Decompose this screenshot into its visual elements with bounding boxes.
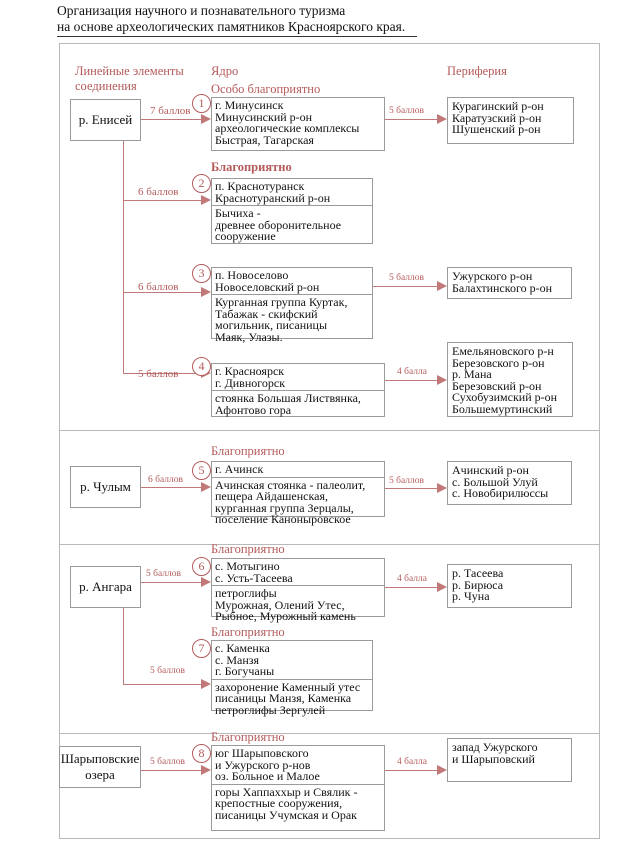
route-1-arrow-in-head — [201, 114, 211, 124]
yenisei-trunk-line — [123, 141, 124, 373]
route-1-arrow-out-line — [385, 119, 438, 120]
route-4-score-in: 5 баллов — [138, 368, 179, 380]
route-3-periphery: Ужурского р-он Балахтинского р-он — [447, 267, 572, 299]
route-3-core-box — [211, 267, 373, 344]
route-7-score-in: 5 баллов — [150, 666, 185, 676]
route-6-number: 6 — [192, 557, 211, 576]
route-7-arrow-in-head — [201, 679, 211, 689]
route-4-score-out: 4 балла — [397, 367, 427, 377]
route-2-arrow-in-head — [201, 195, 211, 205]
title-underline — [57, 36, 417, 37]
route-3-number: 3 — [192, 264, 211, 283]
route-7-rating: Благоприятно — [211, 625, 285, 639]
route-4-arrow-out-head — [437, 375, 447, 385]
route-3-arrow-in-head — [201, 287, 211, 297]
route-5-core-box — [211, 461, 385, 526]
angara-trunk-line — [123, 608, 124, 684]
linear-sharypovo: Шарыповские озера — [59, 746, 141, 788]
route-4-sites: стоянка Большая Листвянка, Афонтово гора — [212, 390, 384, 417]
route-6-arrow-out-head — [437, 582, 447, 592]
route-5-number: 5 — [192, 461, 211, 480]
route-6-rating: Благоприятно — [211, 542, 285, 556]
route-6-sites: петроглифы Мурожная, Олений Утес, Рыбное, Мурожный камень — [212, 585, 384, 624]
route-5-arrow-in-line — [141, 487, 201, 488]
route-3-place: п. Новоселово Новоселовский р-он — [215, 268, 320, 294]
route-3-sites: Курганная группа Куртак, Табажак - скифский могильник, писаницы Маяк, Улазы. — [212, 294, 372, 344]
route-8-score-in: 5 баллов — [150, 757, 185, 767]
route-6-score-out: 4 балла — [397, 574, 427, 584]
route-6-place: с. Мотыгино с. Усть-Тасеева — [215, 559, 293, 585]
route-7-core-box — [211, 640, 373, 717]
route-6-arrow-out-line — [385, 587, 438, 588]
route-2-arrow-in-line — [123, 200, 201, 201]
route-5-arrow-out-line — [385, 488, 438, 489]
route-6-arrow-in-line — [141, 582, 201, 583]
route-8-arrow-in-head — [201, 765, 211, 775]
route-8-sites: горы Хаппаххыр и Свялик - крепостные сооружения, писаницы Учумская и Орак — [212, 784, 384, 823]
route-7-place: с. Каменка с. Манзя г. Богучаны — [215, 641, 275, 678]
linear-yenisei: р. Енисей — [70, 99, 141, 141]
route-8-score-out: 4 балла — [397, 757, 427, 767]
route-4-periphery: Емельяновского р-н Березовского р-он р. Мана Березовский р-он Сухобузимский р-он Большемуртинский — [447, 342, 573, 417]
route-8-core-box — [211, 745, 385, 831]
route-4-arrow-out-line — [385, 380, 438, 381]
route-2-sites: Бычиха - древнее оборонительное сооружение — [212, 205, 372, 244]
route-5-arrow-in-head — [201, 482, 211, 492]
route-7-number: 7 — [192, 639, 211, 658]
route-1-score-out: 5 баллов — [389, 106, 424, 116]
route-1-number: 1 — [192, 94, 211, 113]
route-4-number: 4 — [192, 357, 211, 376]
route-2-number: 2 — [192, 174, 211, 193]
route-1-rating: Особо благоприятно — [211, 82, 321, 96]
route-3-arrow-out-head — [437, 281, 447, 291]
route-5-place: г. Ачинск — [215, 462, 264, 476]
route-8-arrow-out-line — [385, 770, 438, 771]
route-4-place: г. Красноярск г. Дивногорск — [215, 364, 286, 390]
route-2-rating: Благоприятно — [211, 160, 292, 174]
title-line-2: на основе археологических памятников Красноярского края. — [57, 19, 406, 34]
route-5-rating: Благоприятно — [211, 444, 285, 458]
route-1-core-box — [211, 97, 385, 151]
route-6-score-in: 5 баллов — [146, 569, 181, 579]
linear-chulym: р. Чулым — [70, 466, 141, 508]
route-1-score-in: 7 баллов — [150, 105, 191, 117]
route-5-arrow-out-head — [437, 483, 447, 493]
route-5-periphery: Ачинский р-он с. Большой Улуй с. Новобирилюссы — [447, 461, 572, 505]
route-4-core-box — [211, 363, 385, 417]
route-5-score-out: 5 баллов — [389, 476, 424, 486]
route-8-rating: Благоприятно — [211, 730, 285, 744]
header-periphery: Периферия — [447, 64, 507, 78]
route-1-periphery: Курагинский р-он Каратузский р-он Шушенский р-он — [447, 97, 574, 144]
title-line-1: Организация научного и познавательного туризма — [57, 3, 346, 18]
route-8-place: юг Шарыповского и Ужурского р-нов оз. Больное и Малое — [215, 746, 320, 783]
route-5-score-in: 6 баллов — [148, 475, 183, 485]
header-core: Ядро — [211, 64, 239, 78]
route-6-periphery: р. Тасеева р. Бирюса р. Чуна — [447, 564, 572, 608]
route-2-core-box — [211, 178, 373, 244]
header-linear-line-1: Линейные элементы — [75, 64, 184, 78]
route-8-arrow-out-head — [437, 765, 447, 775]
route-8-number: 8 — [192, 744, 211, 763]
route-3-score-out: 5 баллов — [389, 273, 424, 283]
route-1-arrow-out-head — [437, 114, 447, 124]
route-8-arrow-in-line — [141, 770, 201, 771]
route-6-core-box — [211, 558, 385, 623]
route-2-place: п. Краснотуранск Краснотуранский р-он — [215, 179, 331, 205]
route-1-place: г. Минусинск Минусинский р-он археологические комплексы Быстрая, Тагарская — [215, 98, 360, 147]
route-7-sites: захоронение Каменный утес писаницы Манзя, Каменка петроглифы Зергулей — [212, 679, 372, 718]
route-6-arrow-in-head — [201, 577, 211, 587]
route-1-arrow-in-line — [141, 119, 201, 120]
header-linear-line-2: соединения — [75, 79, 137, 93]
route-8-periphery: запад Ужурского и Шарыповский — [447, 738, 572, 782]
route-7-arrow-in-line — [123, 684, 201, 685]
route-2-score-in: 6 баллов — [138, 186, 179, 198]
route-5-sites: Ачинская стоянка - палеолит, пещера Айдашенская, курганная группа Зерцалы, поселение Каноныровское — [212, 477, 384, 527]
route-3-arrow-out-line — [373, 286, 438, 287]
route-3-score-in: 6 баллов — [138, 281, 179, 293]
linear-angara: р. Ангара — [70, 566, 141, 608]
